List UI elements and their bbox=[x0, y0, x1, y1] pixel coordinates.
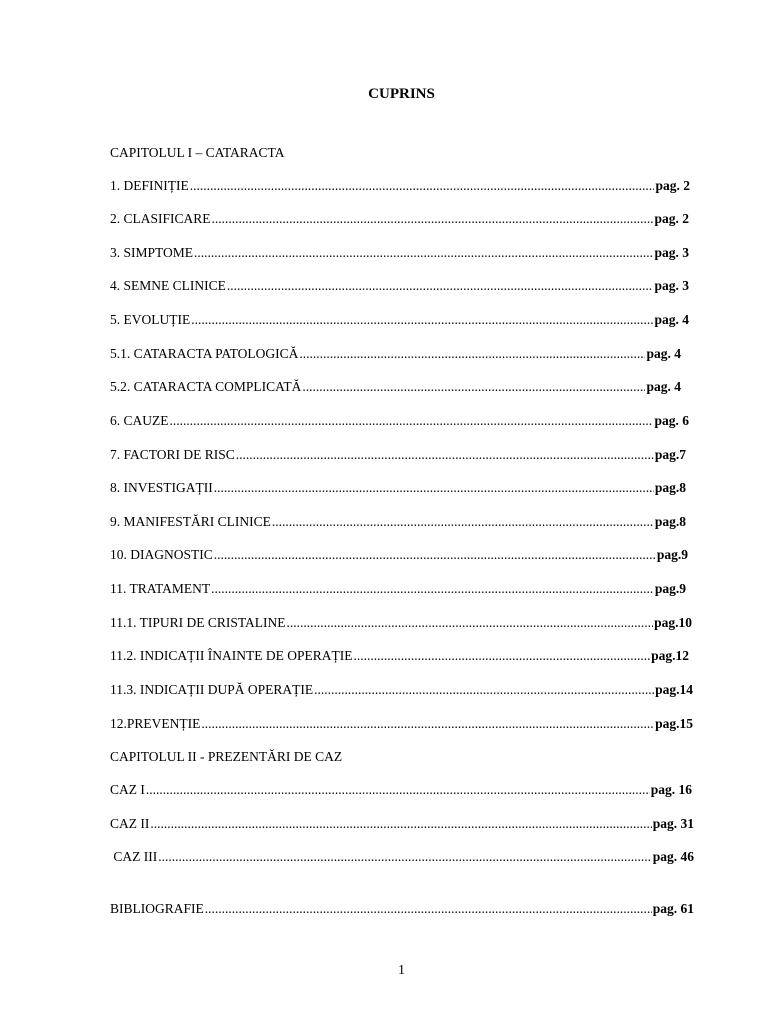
toc-label: CAZ II bbox=[110, 816, 150, 831]
toc-page: pag.9 bbox=[656, 547, 688, 562]
toc-row bbox=[110, 682, 693, 698]
toc-leader bbox=[299, 346, 645, 362]
toc-page: pag. 3 bbox=[654, 278, 689, 293]
toc-page: pag.7 bbox=[654, 447, 686, 462]
toc-page: pag. 61 bbox=[652, 901, 694, 916]
toc-label: 3. SIMPTOME bbox=[110, 245, 194, 260]
toc-leader bbox=[314, 682, 654, 698]
toc-label: 6. CAUZE bbox=[110, 413, 169, 428]
toc-page: pag.14 bbox=[655, 682, 693, 697]
chapter-heading-2: CAPITOLUL II - PREZENTĂRI DE CAZ bbox=[110, 749, 343, 764]
toc-page: pag.12 bbox=[651, 648, 689, 663]
toc-page: pag. 4 bbox=[646, 346, 681, 361]
chapter-heading-1: CAPITOLUL I – CATARACTA bbox=[110, 145, 285, 160]
toc-label: CAZ I bbox=[110, 782, 145, 797]
toc-leader bbox=[150, 816, 651, 832]
toc-page: pag. 2 bbox=[655, 178, 690, 193]
toc-leader bbox=[190, 178, 655, 194]
toc-row bbox=[110, 278, 689, 294]
toc-label: 2. CLASIFICARE bbox=[110, 211, 211, 226]
toc-leader bbox=[158, 849, 651, 865]
toc-label: 5.2. CATARACTA COMPLICATĂ bbox=[110, 379, 302, 394]
toc-row bbox=[110, 716, 693, 732]
toc-row bbox=[110, 514, 686, 530]
toc-page: pag. 31 bbox=[652, 816, 694, 831]
toc-label: 11.2. INDICAȚII ÎNAINTE DE OPERAȚIE bbox=[110, 648, 353, 663]
toc-row-bibliography bbox=[110, 901, 694, 917]
toc-leader bbox=[214, 480, 654, 496]
toc-leader bbox=[272, 514, 654, 530]
toc-label: CAZ III bbox=[110, 849, 158, 864]
toc-leader bbox=[170, 413, 654, 429]
toc-page: pag. 3 bbox=[654, 245, 689, 260]
toc-leader bbox=[302, 379, 645, 395]
toc-row bbox=[110, 782, 692, 798]
toc-label: 11.1. TIPURI DE CRISTALINE bbox=[110, 615, 286, 630]
page-number: 1 bbox=[398, 963, 405, 978]
toc-label: 10. DIAGNOSTIC bbox=[110, 547, 213, 562]
toc-leader bbox=[287, 615, 654, 631]
toc-label: 9. MANIFESTĂRI CLINICE bbox=[110, 514, 271, 529]
toc-page: pag. 6 bbox=[654, 413, 689, 428]
toc-leader bbox=[191, 312, 653, 328]
toc-row bbox=[110, 379, 681, 395]
toc-page: pag.9 bbox=[654, 581, 686, 596]
toc-leader bbox=[227, 278, 654, 294]
toc-row bbox=[110, 648, 689, 664]
page-title: CUPRINS bbox=[368, 86, 435, 102]
toc-page: pag. 46 bbox=[652, 849, 694, 864]
toc-row bbox=[110, 312, 689, 328]
toc-row bbox=[110, 547, 688, 563]
toc-row bbox=[110, 245, 689, 261]
toc-label: 7. FACTORI DE RISC bbox=[110, 447, 235, 462]
toc-row bbox=[110, 480, 686, 496]
toc-row bbox=[110, 413, 689, 429]
toc-row bbox=[110, 178, 690, 194]
toc-label: 11. TRATAMENT bbox=[110, 581, 211, 596]
toc-label: 5. EVOLUȚIE bbox=[110, 312, 191, 327]
toc-page: pag.15 bbox=[655, 716, 693, 731]
toc-page: pag. 4 bbox=[654, 312, 689, 327]
toc-leader bbox=[212, 211, 654, 227]
toc-label: 11.3. INDICAȚII DUPĂ OPERAȚIE bbox=[110, 682, 314, 697]
toc-label: 4. SEMNE CLINICE bbox=[110, 278, 226, 293]
toc-row bbox=[110, 346, 681, 362]
toc-leader bbox=[214, 547, 656, 563]
toc-leader bbox=[353, 648, 650, 664]
toc-label: BIBLIOGRAFIE bbox=[110, 901, 204, 916]
toc-leader bbox=[201, 716, 654, 732]
toc-row bbox=[110, 581, 686, 597]
toc-page: pag. 2 bbox=[654, 211, 689, 226]
toc-page: pag.10 bbox=[654, 615, 692, 630]
toc-page: pag.8 bbox=[654, 514, 686, 529]
toc-label: 1. DEFINIȚIE bbox=[110, 178, 189, 193]
toc-label: 12.PREVENȚIE bbox=[110, 716, 201, 731]
toc-row bbox=[110, 211, 689, 227]
toc-row bbox=[110, 615, 692, 631]
toc-leader bbox=[236, 447, 654, 463]
toc-leader bbox=[205, 901, 652, 917]
toc-page: pag.8 bbox=[654, 480, 686, 495]
toc-page: pag. 16 bbox=[650, 782, 692, 797]
toc-row bbox=[110, 447, 686, 463]
toc-leader bbox=[194, 245, 653, 261]
toc-leader bbox=[146, 782, 650, 798]
toc-label: 8. INVESTIGAȚII bbox=[110, 480, 213, 495]
toc-page: pag. 4 bbox=[646, 379, 681, 394]
toc-row bbox=[110, 816, 694, 832]
toc-leader bbox=[211, 581, 654, 597]
toc-label: 5.1. CATARACTA PATOLOGICĂ bbox=[110, 346, 299, 361]
toc-row bbox=[110, 849, 694, 865]
